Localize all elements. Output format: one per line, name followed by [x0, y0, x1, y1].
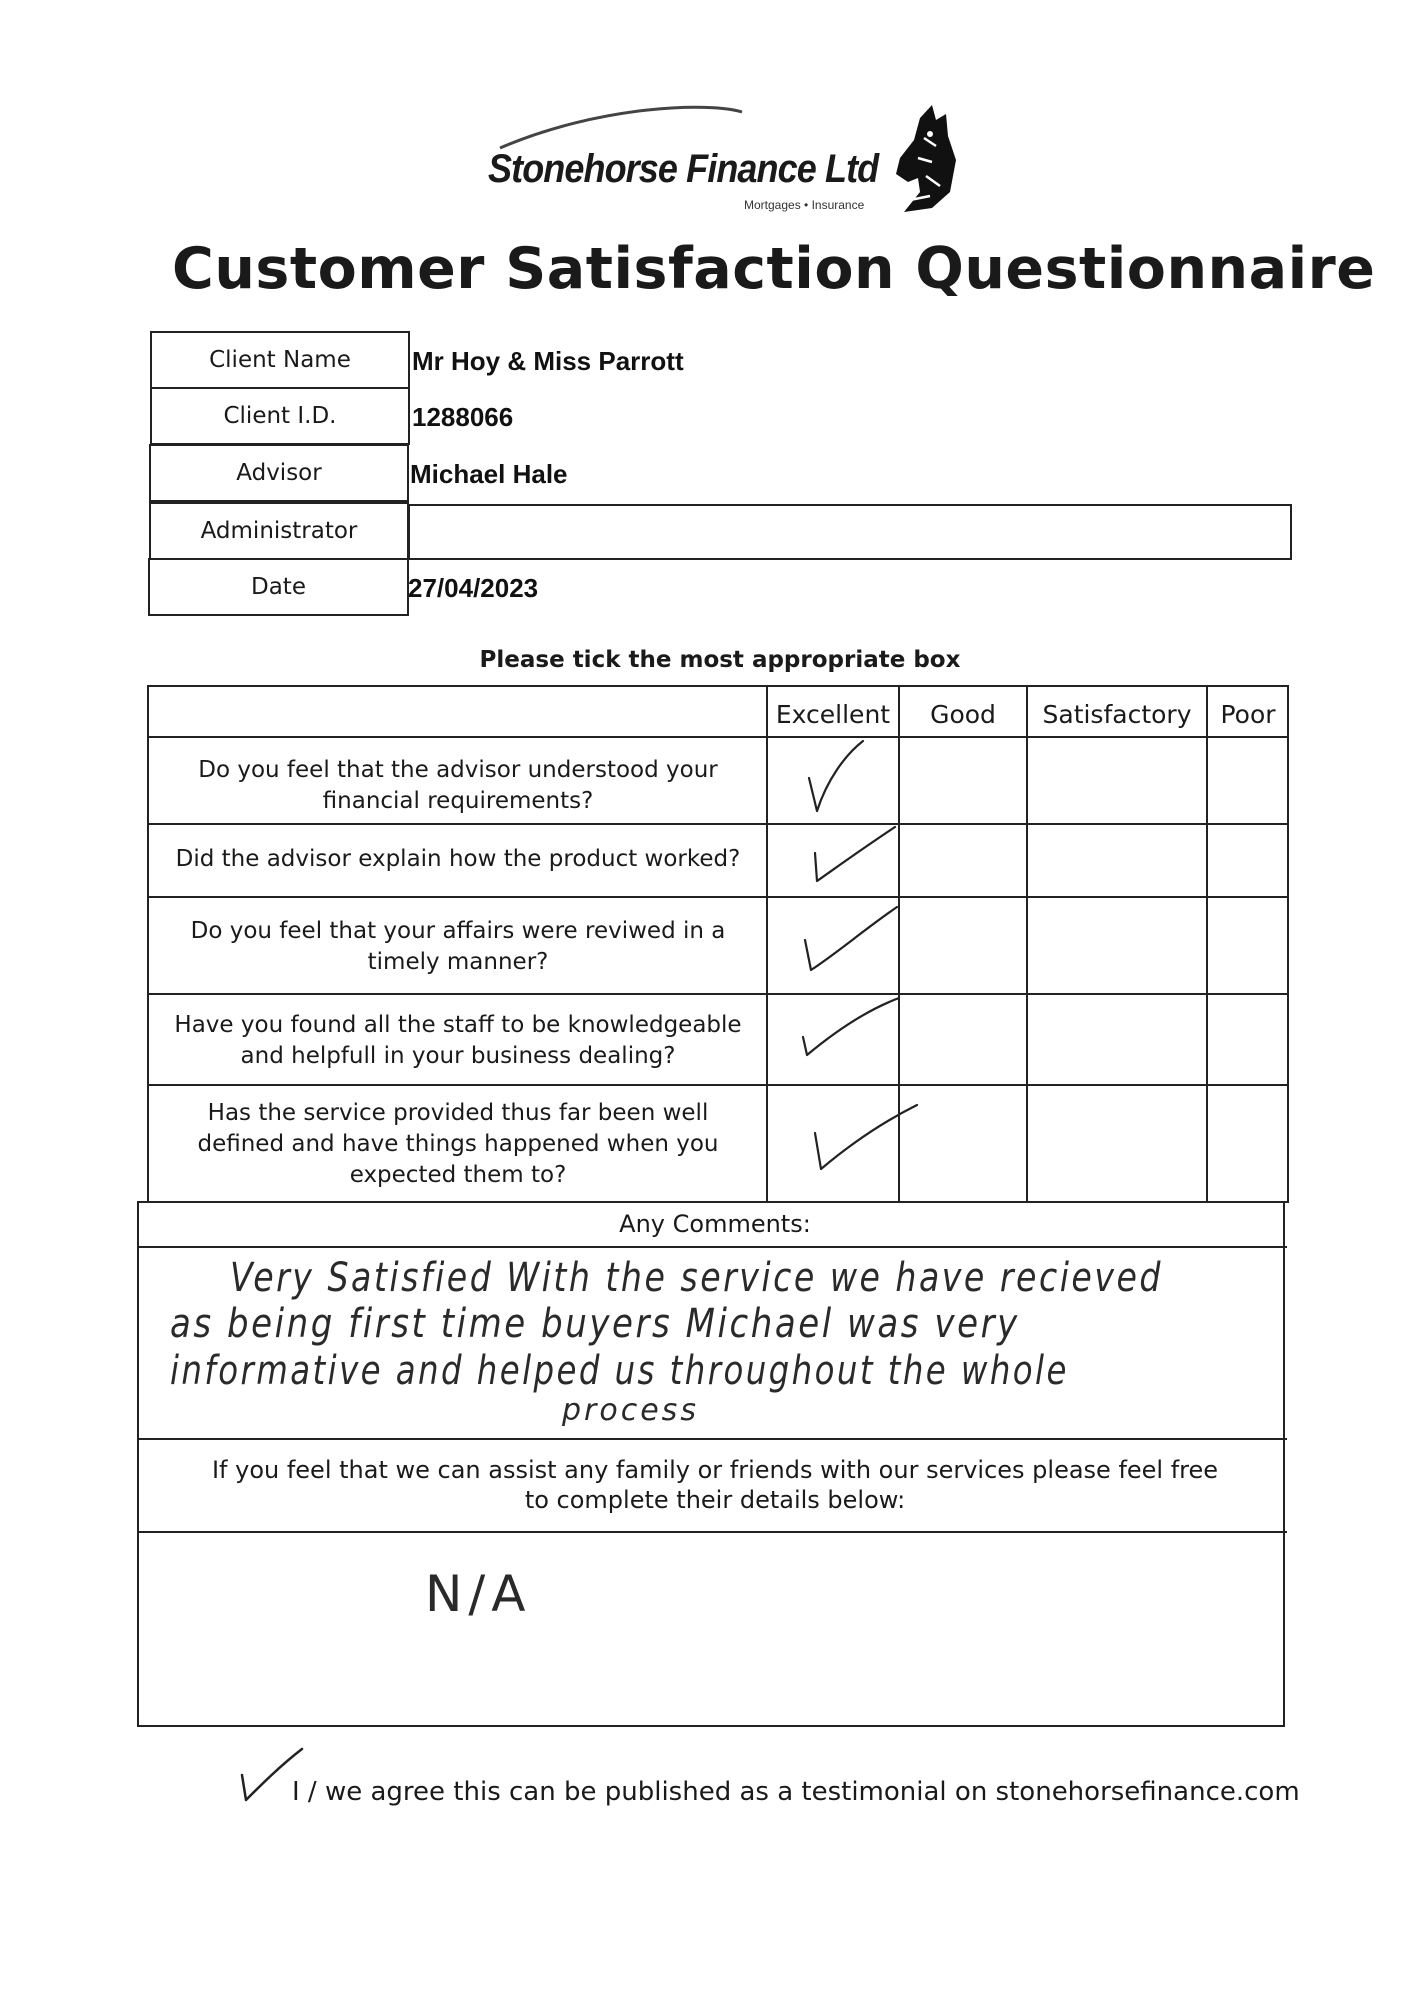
referral-prompt-line-1: If you feel that we can assist any family or friends with our services please feel free [211, 1456, 1219, 1484]
page-title: Customer Satisfaction Questionnaire [172, 236, 1376, 302]
comment-line-4: process [562, 1393, 699, 1428]
client-id-value: 1288066 [412, 402, 514, 432]
question-4: Have you found all the staff to be knowledgeable and helpfull in your business dealing? [174, 1012, 742, 1069]
column-header-excellent: Excellent [775, 700, 891, 729]
column-header-satisfactory: Satisfactory [1042, 700, 1192, 729]
tick-instruction: Please tick the most appropriate box [479, 647, 961, 673]
advisor-label: Advisor [149, 444, 409, 502]
referral-details-value: N/A [425, 1565, 532, 1623]
administrator-field [408, 504, 1292, 560]
column-header-poor: Poor [1220, 700, 1276, 729]
tick-mark-q1 [809, 741, 863, 811]
question-5: Has the service provided thus far been well defined and have things happened when you expected them to? [197, 1100, 719, 1188]
client-name-value: Mr Hoy & Miss Parrott [412, 346, 684, 376]
date-value: 27/04/2023 [408, 573, 539, 603]
question-3: Do you feel that your affairs were reviwed in a timely manner? [190, 918, 726, 975]
client-name-label: Client Name [150, 331, 410, 389]
administrator-label: Administrator [149, 502, 409, 560]
date-label: Date [148, 558, 409, 616]
client-id-label: Client I.D. [150, 387, 410, 445]
column-header-good: Good [930, 700, 996, 729]
comment-line-3: informative and helped us throughout the whole [170, 1348, 1069, 1394]
comment-line-1: Very Satisfied With the service we have recieved [230, 1255, 1163, 1301]
horse-head-icon [896, 105, 956, 212]
advisor-value: Michael Hale [410, 459, 568, 489]
tick-mark-q5 [815, 1105, 917, 1169]
tick-mark-q4 [803, 998, 899, 1055]
testimonial-consent-text: I / we agree this can be published as a testimonial on stonehorsefinance.com [292, 1777, 1300, 1807]
tick-mark-q3 [805, 907, 897, 970]
company-tagline: Mortgages • Insurance [744, 198, 865, 212]
company-name: Stonehorse Finance Ltd [488, 147, 879, 191]
question-2: Did the advisor explain how the product worked? [175, 846, 741, 872]
question-1: Do you feel that the advisor understood your financial requirements? [198, 757, 718, 814]
comment-line-2: as being first time buyers Michael was very [170, 1301, 1020, 1347]
referral-prompt-line-2: to complete their details below: [524, 1486, 906, 1514]
tick-mark-q2 [815, 827, 895, 881]
comments-heading: Any Comments: [619, 1210, 811, 1238]
referral-prompt [150, 1455, 1280, 1515]
